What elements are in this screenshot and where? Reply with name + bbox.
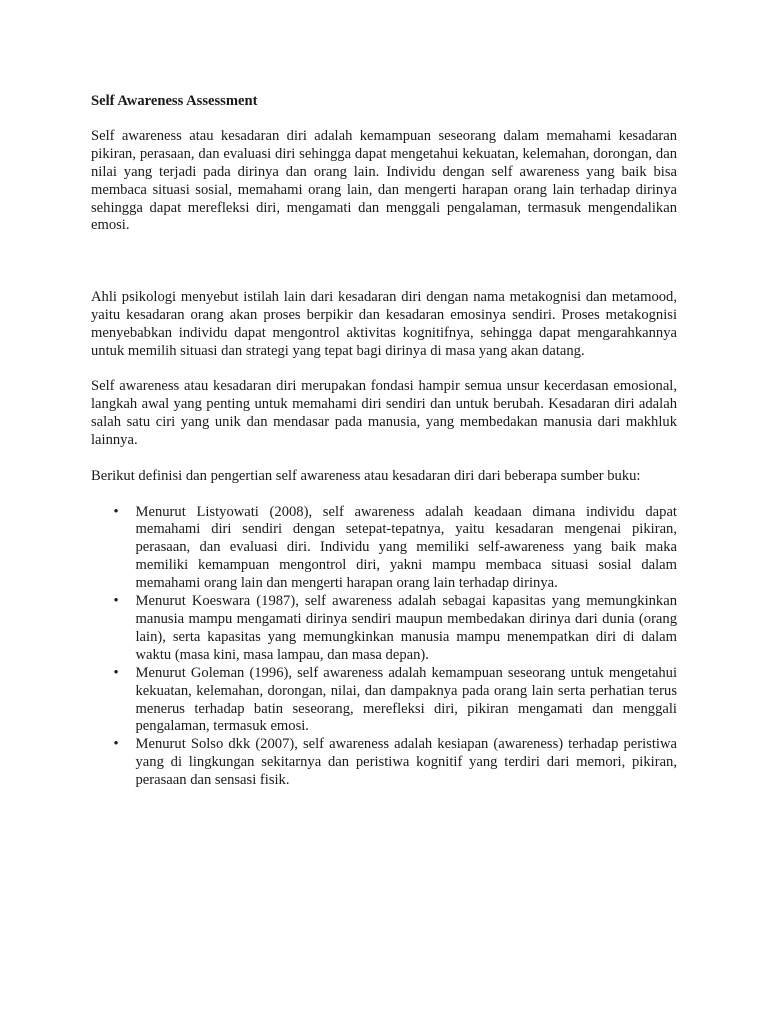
bullet-icon: • — [113, 736, 119, 753]
bullet-icon: • — [113, 664, 119, 681]
paragraph-metakognisi: Ahli psikologi menyebut istilah lain dari kesadaran diri dengan nama metakognisi dan metamood, yaitu kesadaran orang akan proses berpikir dan kesadaran emosinya sendiri. Proses metakognisi menyebabkan individu dapat mengontrol aktivitas kognitifnya, sehingga dapat mengarahkannya untuk memilih situasi dan strategi yang tepat bagi dirinya di masa yang akan datang. — [91, 289, 677, 359]
list-item — [91, 736, 677, 790]
paragraph-definition: Self awareness atau kesadaran diri adalah kemampuan seseorang dalam memahami kesadaran pikiran, perasaan, dan evaluasi diri sehingga dapat mengetahui kekuatan, kelemahan, dorongan, dan nilai yang terjadi pada dirinya dan orang lain. Individu dengan self awareness yang baik bisa membaca situasi sosial, memahami orang lain, dan mengerti harapan orang lain terhadap dirinya sehingga dapat merefleksi diri, mengamati dan menggali pengalaman, termasuk mengendalikan emosi. — [91, 127, 677, 234]
list-item-text: Menurut Koeswara (1987), self awareness adalah sebagai kapasitas yang memungkinkan manusia mampu mengamati dirinya sendiri maupun membedakan dirinya dari dunia (orang lain), serta kapasitas yang memungkinkan manusia mampu menempatkan diri di dalam waktu (masa kini, masa lampau, dan masa depan). — [135, 593, 677, 663]
list-item — [91, 665, 677, 737]
list-item — [91, 504, 677, 594]
list-item-text: Menurut Goleman (1996), self awareness adalah kemampuan seseorang untuk mengetahui kekuatan, kelemahan, dorongan, nilai, dan dampaknya pada orang lain serta perhatian terus menerus terhadap batin seseorang, merefleksi diri, pikiran mengamati dan menggali pengalaman, termasuk emosi. — [135, 664, 677, 735]
bullet-icon: • — [113, 593, 119, 610]
list-item-text: Menurut Listyowati (2008), self awareness adalah keadaan dimana individu dapat memahami diri sendiri dengan setepat-tepatnya, yaitu kesadaran mengenai pikiran, perasaan, dan evaluasi diri. Individu yang memiliki self-awareness yang baik maka memiliki kemampuan mengontrol diri, yakni mampu membaca situasi sosial dalam memahami orang lain dan mengerti harapan orang lain terhadap dirinya. — [135, 503, 677, 592]
document-page — [91, 93, 677, 790]
list-item-text: Menurut Solso dkk (2007), self awareness adalah kesiapan (awareness) terhadap peristiwa yang di lingkungan sekitarnya dan peristiwa kognitif yang terdiri dari memori, pikiran, perasaan dan sensasi fisik. — [135, 736, 677, 789]
list-item — [91, 593, 677, 665]
sources-bullet-list — [91, 504, 677, 791]
document-title: Self Awareness Assessment — [91, 93, 258, 109]
paragraph-fondasi: Self awareness atau kesadaran diri merupakan fondasi hampir semua unsur kecerdasan emosional, langkah awal yang penting untuk memahami diri sendiri dan untuk berubah. Kesadaran diri adalah salah satu ciri yang unik dan mendasar pada manusia, yang membedakan manusia dari makhluk lainnya. — [91, 378, 677, 449]
paragraph-sources-intro: Berikut definisi dan pengertian self awareness atau kesadaran diri dari beberapa sumber buku: — [91, 467, 641, 484]
bullet-icon: • — [113, 503, 119, 520]
